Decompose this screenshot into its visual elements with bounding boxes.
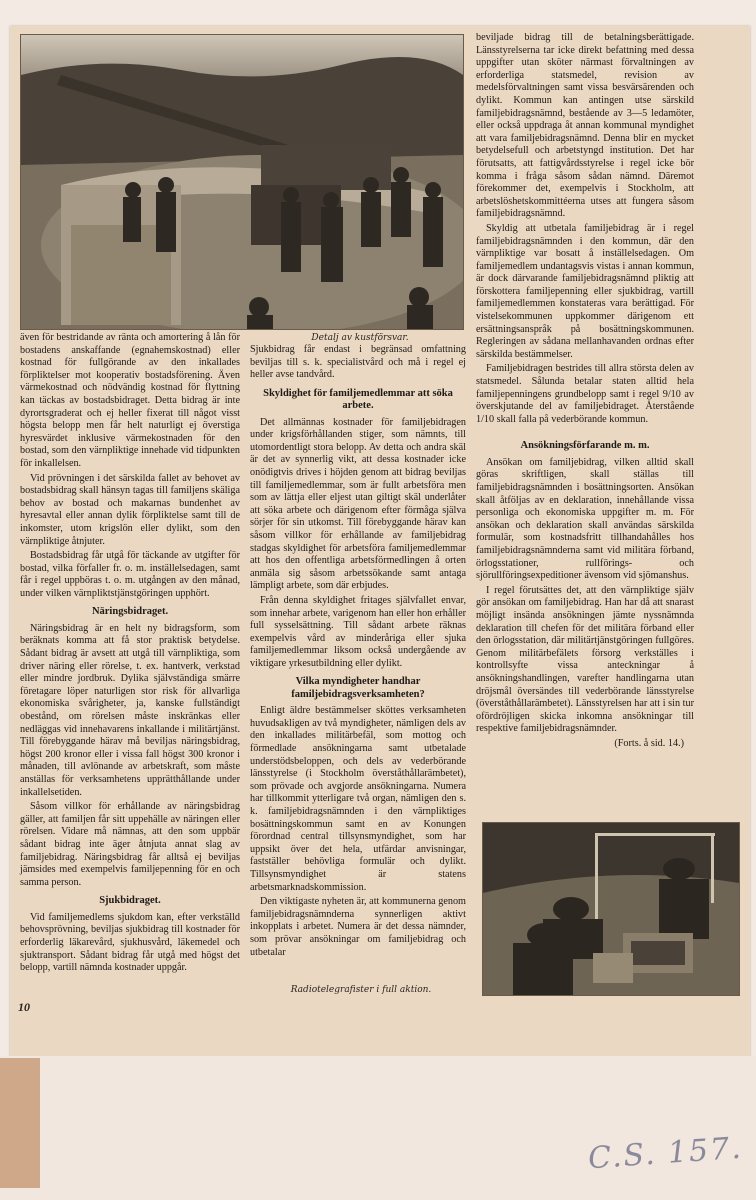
column-1 — [20, 332, 240, 977]
paragraph: Näringsbidrag är en helt ny bidragsform, som beräknats komma att få stor praktisk betydelse. Sådant bidrag är avsett att utgå till värnpliktiga, som driver näring eller rörelse, t. ex. hantverk, verkstad eller mindre jordbruk. Dylika självständiga smärre företagare löper naturligen stor risk för allvarliga ekonomiska svårigheter, ja, kanske fullständigt obestånd, om rörelsen måste inskränkas eller nedläggas vid innehavarens inkallande i militärtjänst. Till förebyggande härav må beviljas näringsbidrag, högst 200 kronor eller i vissa fall högst 300 kronor i månaden, till avlönande av arbetskraft, som måste anställas för verksamhetens upprätthållande under inkallelsetiden. — [20, 622, 240, 798]
paper-edge — [0, 1058, 40, 1188]
page-number: 10 — [18, 1000, 30, 1014]
paragraph: Från denna skyldighet fritages självfallet envar, som innehar arbete, varigenom han eller hon erhåller full sysselsättning. Till sådant arbete räknas exempelvis vård av minderåriga eller sjuka familjemedlemmar liksom också undergående av viktigare yrkesutbildning eller dylikt. — [250, 594, 466, 669]
column-2 — [250, 344, 466, 961]
handwritten-archive-mark: C.S. 157. — [586, 1130, 744, 1177]
section-heading: Sjukbidraget. — [99, 895, 161, 907]
column-3 — [476, 32, 694, 750]
paragraph: Vid prövningen i det särskilda fallet av behovet av bostadsbidrag skall hänsyn tagas till familjens skäliga behov av bostad och makarnas bundenhet av hyresavtal eller annan dylik förpliktelse samt till de inkomster, utom krigslön eller dylikt, som den värnpliktige åtnjuter. — [20, 472, 240, 547]
radio-operators-photo — [482, 822, 740, 996]
paragraph: Ansökan om familjebidrag, vilken alltid skall göras skriftligen, skall ställas till familjebidragsnämnden i bosättningsorten. Ansökan skall åtföljas av en deklaration, innehållande vissa personliga och ekonomiska uppgifter m. m. För ansökan och deklaration skall användas särskilda formulär, som kostnadsfritt tillhandahålles hos familjebidragsnämnderna samt vid militära förband, örlogsstationer, rullförings- och sjörullföringsexpeditioner ävensom vid sjömanshus. — [476, 456, 694, 582]
continued-note: (Forts. å sid. 14.) — [614, 737, 684, 749]
scan-background — [0, 1056, 756, 1200]
paragraph: beviljade bidrag till de betalningsberättigade. Länsstyrelserna tar icke direkt befattning med dessa uppgifter utan sköter närmast förvaltningen av erforderliga statsmedel, revision av medelsförvaltningen samt vissa besvärsärenden och dylikt. Kommun kan antingen utse särskild familjebidragsnämnd, bestående av 3—5 ledamöter, eller också uppdraga åt annan kommunal myndighet att vara familjebidragsnämnd. Denna blir en mycket betydelsefull och arbetstyngd institution. Det har förutsatts, att fattigvårdsstyrelse i regel icke bör komma i fråga såsom sådan nämnd. Däremot förekommer det, exempelvis i Stockholm, att arbetslöshetskommittéerna utses att fungera såsom familjebidragsnämnd. — [476, 32, 694, 220]
section-heading: Näringsbidraget. — [91, 606, 169, 618]
paragraph: Enligt äldre bestämmelser sköttes verksamheten huvudsakligen av två myndigheter, nämligen dels av den inkallades militärbefäl, som mottog och förmedlade ansökningarna samt utbetalade understödsbeloppen, och dels av vederbörande länsstyrelse (i Stockholm överståthållarämbetet), som prövade och avgjorde ansökningarna. Numera har tillkommit ytterligare två organ, nämligen den s. k. familjebidragsnämnden i den värnpliktiges bosättningskommun samt en av Konungen förordnad central tillsynsmyndighet, som har uppsikt över det hela, utfärdar anvisningar, fastställer behövliga formulär och dylikt. Tillsynsmyndighet är statens arbetsmarknadskommission. — [250, 705, 466, 893]
coastal-gun-illustration — [21, 35, 463, 329]
paragraph: Vid familjemedlems sjukdom kan, efter verkställd behovsprövning, beviljas sjukbidrag till kostnader för erforderlig läkarevård, sjukhusvård, läkemedel och sjuktransport. Sådant bidrag får utgå med högst det belopp, vartill nämnda kostnader uppgår. — [20, 911, 240, 974]
paragraph: även för bestridande av ränta och amortering å lån för bostadens anskaffande (egnahemskostnad) eller kostnad för fullgörande av den inkallades förpliktelser mot kooperativ bostadsförening. Även värmekostnad och nödvändig kostnad för flyttning kan täckas av bostadsbidraget. Detta bidrag är inte dyrortsgraderat och ej heller fixerat till något visst högsta belopp men får helt naturligt ej överstiga hyresvärdet inklusive värmekostnaden för den bostad, som den värnpliktige innehade vid tidpunkten för inkallelsen. — [20, 332, 240, 469]
paragraph: I regel förutsättes det, att den värnpliktige själv gör ansökan om familjebidrag. Han har då att snarast möjligt insända ansökningen jämte nyssnämnda deklaration till chefen för det militära förband eller den örlogsstation, där militärtjänstgöringen fullgöres. Genom militärbefälets försorg verkställes i kontrollsyfte vissa anteckningar å ansökningshandlingen, varefter handlingarna utan dröjsmål översändes till vederbörande länsstyrelse (överståthållarämbetet). Länsstyrelsen har att i sin tur ofördröjligen skicka inkomna ansökningar till respektive familjebidragsnämnder. — [476, 584, 694, 735]
paragraph: Bostadsbidrag får utgå för täckande av utgifter för bostad, vilka förfaller fr. o. m. inställelsedagen, samt får i regel uppböras t. o. m. utgången av den månad, under vilken värnpliktstjänstgöringen upphört. — [20, 550, 240, 599]
top-photo-caption: Detalj av kustförsvar. — [311, 333, 409, 343]
paragraph: Skyldig att utbetala familjebidrag är i regel familjebidragsnämnden i den kommun, där den värnpliktige var bosatt å inställelsedagen. Om familjemedlem undantagsvis vistas i annan kommun, är dock därvarande familjebidragsnämnd pliktig att förskottera familjepenning eller sjukbidrag, vartill familjemedlemmen konstateras vara berättigad. För vistelsekommunen uppkommer därigenom ett ersättningsanspråk på bosättningskommunen. Regleringen av sådana mellanhavanden ordnas efter särskilda bestämmelser. — [476, 222, 694, 360]
paragraph: Familjebidragen bestrides till allra största delen av statsmedel. Sålunda betalar staten alltid hela familjepenningens grundbelopp samt i regel 9/10 av överskjutande del av familjebidraget. Återstående 1/10 skall falla på vederbörande kommun. — [476, 363, 694, 425]
radio-operators-illustration — [483, 823, 739, 995]
paragraph: Såsom villkor för erhållande av näringsbidrag gäller, att familjen får sitt uppehälle av näringen eller rörelsen. Vidare må nämnas, att den som uppbär sådant bidrag inte äger åtnjuta annat slag av familjebidrag. Näringsbidrag får alltså ej beviljas jämsides med exempelvis familjepenning för en och samma person. — [20, 801, 240, 888]
paragraph: Den viktigaste nyheten är, att kommunerna genom familjebidragsnämnderna synnerligen aktivt inkopplats i arbetet. Numera är det dessa nämnder, som prövar ansökningar om familjebidrag och utbetalar — [250, 896, 466, 958]
section-heading: Vilka myndigheter handhar familjebidragsverksamheten? — [291, 676, 425, 700]
coastal-defense-photo — [20, 34, 464, 330]
section-heading: Skyldighet för familjemedlemmar att söka arbete. — [263, 387, 453, 412]
paragraph: Det allmännas kostnader för familjebidragen under krigsförhållanden stiger, som nämnts, till utomordentligt stora belopp. Av detta och andra skäl är det av synnerlig vikt, att dessa kostnader icke onödigtvis drives i höjden genom att bidrag beviljas till familjemedlemmar, som är fullt arbetsföra men som av lättja eller eljest utan giltigt skäl underlåter att söka arbete och därigenom efter förmåga själva sörjer för sin utkomst. Till förebyggande härav kan såsom villkor för erhållande av familjebidrag stadgas skyldighet för arbetsföra familjemedlemmar att hos den offentliga arbetsförmedlingen å orten anmäla sig såsom arbetssökande samt antaga lämpligt arbete, som där erbjudes. — [250, 416, 466, 592]
paragraph: Sjukbidrag får endast i begränsad omfattning beviljas till s. k. specialistvård och må i regel ej heller avse tandvård. — [250, 344, 466, 381]
bottom-photo-caption: Radiotelegrafister i full aktion. — [290, 985, 432, 995]
section-heading: Ansökningsförfarande m. m. — [520, 440, 650, 452]
